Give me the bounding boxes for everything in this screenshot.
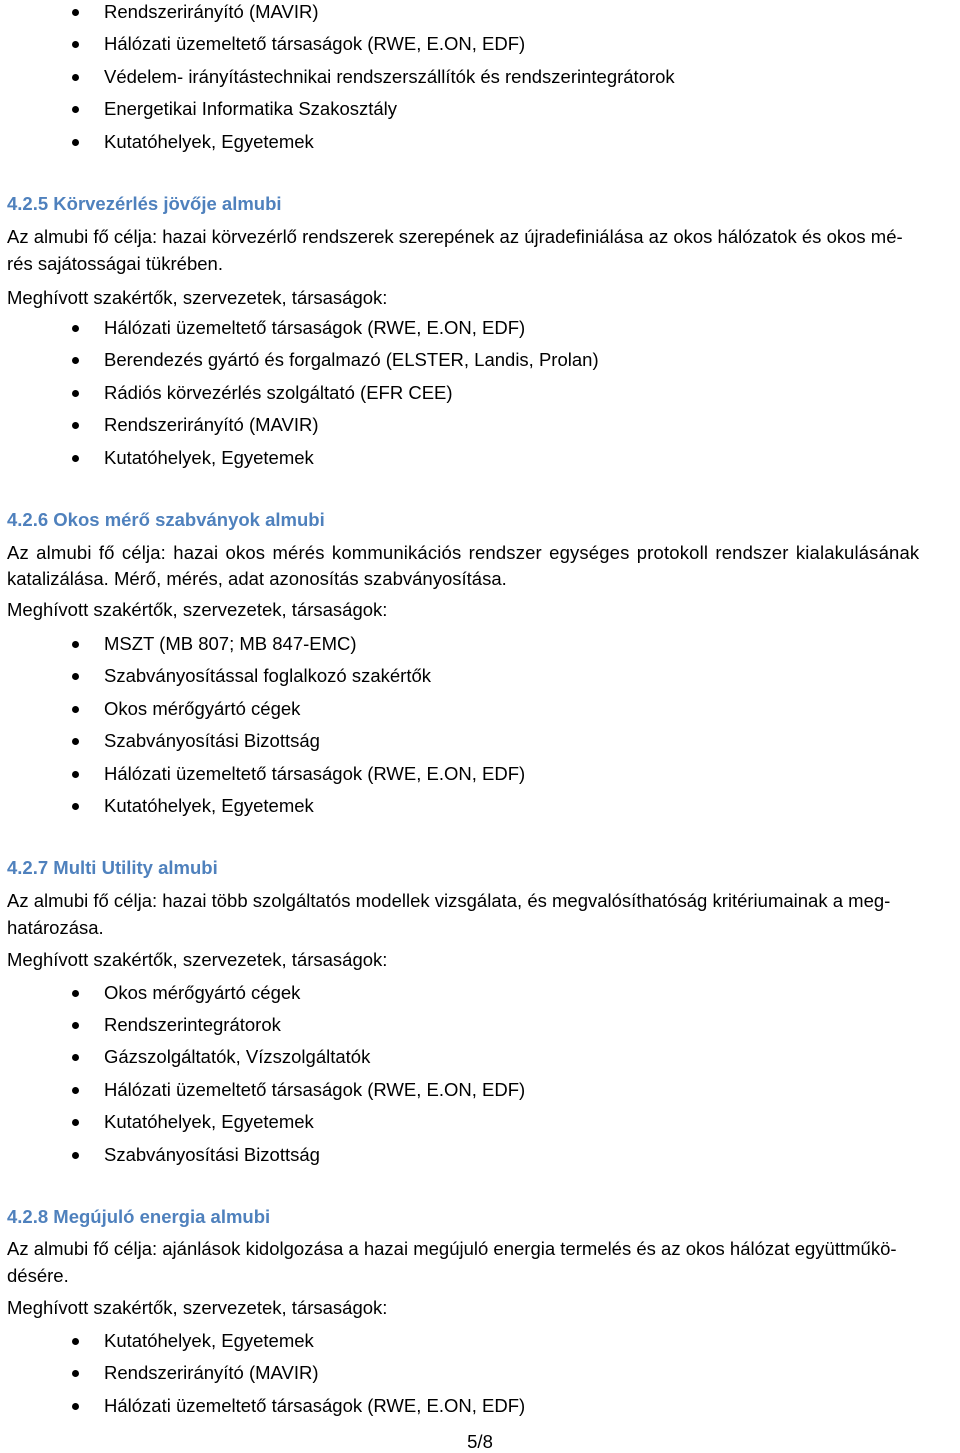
section-paragraph-line: katalizálása. Mérő, mérés, adat azonosítás szabványosítása. — [7, 568, 507, 589]
section-paragraph-line: Az almubi fő célja: hazai több szolgáltatós modellek vizsgálata, és megvalósíthatóság kritériumainak a meg- — [7, 890, 891, 911]
section-paragraph-line: Az almubi fő célja: ajánlások kidolgozása a hazai megújuló energia termelés és az okos hálózat együttműkö- — [7, 1238, 897, 1259]
bullet-icon — [72, 455, 79, 462]
bullet-icon — [72, 1119, 79, 1126]
page-number: 5/8 — [467, 1431, 493, 1452]
bullet-icon — [72, 41, 79, 48]
section-paragraph-line: határozása. — [7, 917, 104, 938]
bullet-icon — [72, 139, 79, 146]
bullet-icon — [72, 422, 79, 429]
bullet-icon — [72, 357, 79, 364]
bullet-icon — [72, 673, 79, 680]
bullet-icon — [72, 106, 79, 113]
section-heading-4-2-8: 4.2.8 Megújuló energia almubi — [7, 1206, 271, 1227]
bullet-icon — [72, 9, 79, 16]
bullet-icon — [72, 390, 79, 397]
bullet-icon — [72, 1338, 79, 1345]
section-paragraph-line: Az almubi fő célja: hazai körvezérlő rendszerek szerepének az újradefiniálása az okos hálózatok és okos mé- — [7, 226, 903, 247]
bullet-icon — [72, 1152, 79, 1159]
bullet-icon — [72, 1054, 79, 1061]
bullet-icon — [72, 74, 79, 81]
section-heading-4-2-6: 4.2.6 Okos mérő szabványok almubi — [7, 509, 325, 530]
bullet-icon — [72, 990, 79, 997]
bullet-icon — [72, 1022, 79, 1029]
bullet-icon — [72, 803, 79, 810]
invited-label: Meghívott szakértők, szervezetek, társaságok: — [7, 949, 388, 970]
bullet-icon — [72, 706, 79, 713]
bullet-icon — [72, 1370, 79, 1377]
section-heading-4-2-7: 4.2.7 Multi Utility almubi — [7, 857, 218, 878]
invited-label: Meghívott szakértők, szervezetek, társaságok: — [7, 599, 388, 620]
bullet-icon — [72, 1403, 79, 1410]
section-paragraph-line: désére. — [7, 1265, 69, 1286]
section-paragraph-line: rés sajátosságai tükrében. — [7, 253, 223, 274]
bullet-icon — [72, 771, 79, 778]
bullet-icon — [72, 1087, 79, 1094]
bullet-icon — [72, 641, 79, 648]
bullet-icon — [72, 325, 79, 332]
section-heading-4-2-5: 4.2.5 Körvezérlés jövője almubi — [7, 193, 282, 214]
bullet-icon — [72, 738, 79, 745]
section-paragraph-line: Az almubi fő célja: hazai okos mérés kommunikációs rendszer egységes protokoll rendszer kialakulásának — [7, 542, 920, 563]
invited-label: Meghívott szakértők, szervezetek, társaságok: — [7, 1297, 388, 1318]
invited-label: Meghívott szakértők, szervezetek, társaságok: — [7, 287, 388, 308]
